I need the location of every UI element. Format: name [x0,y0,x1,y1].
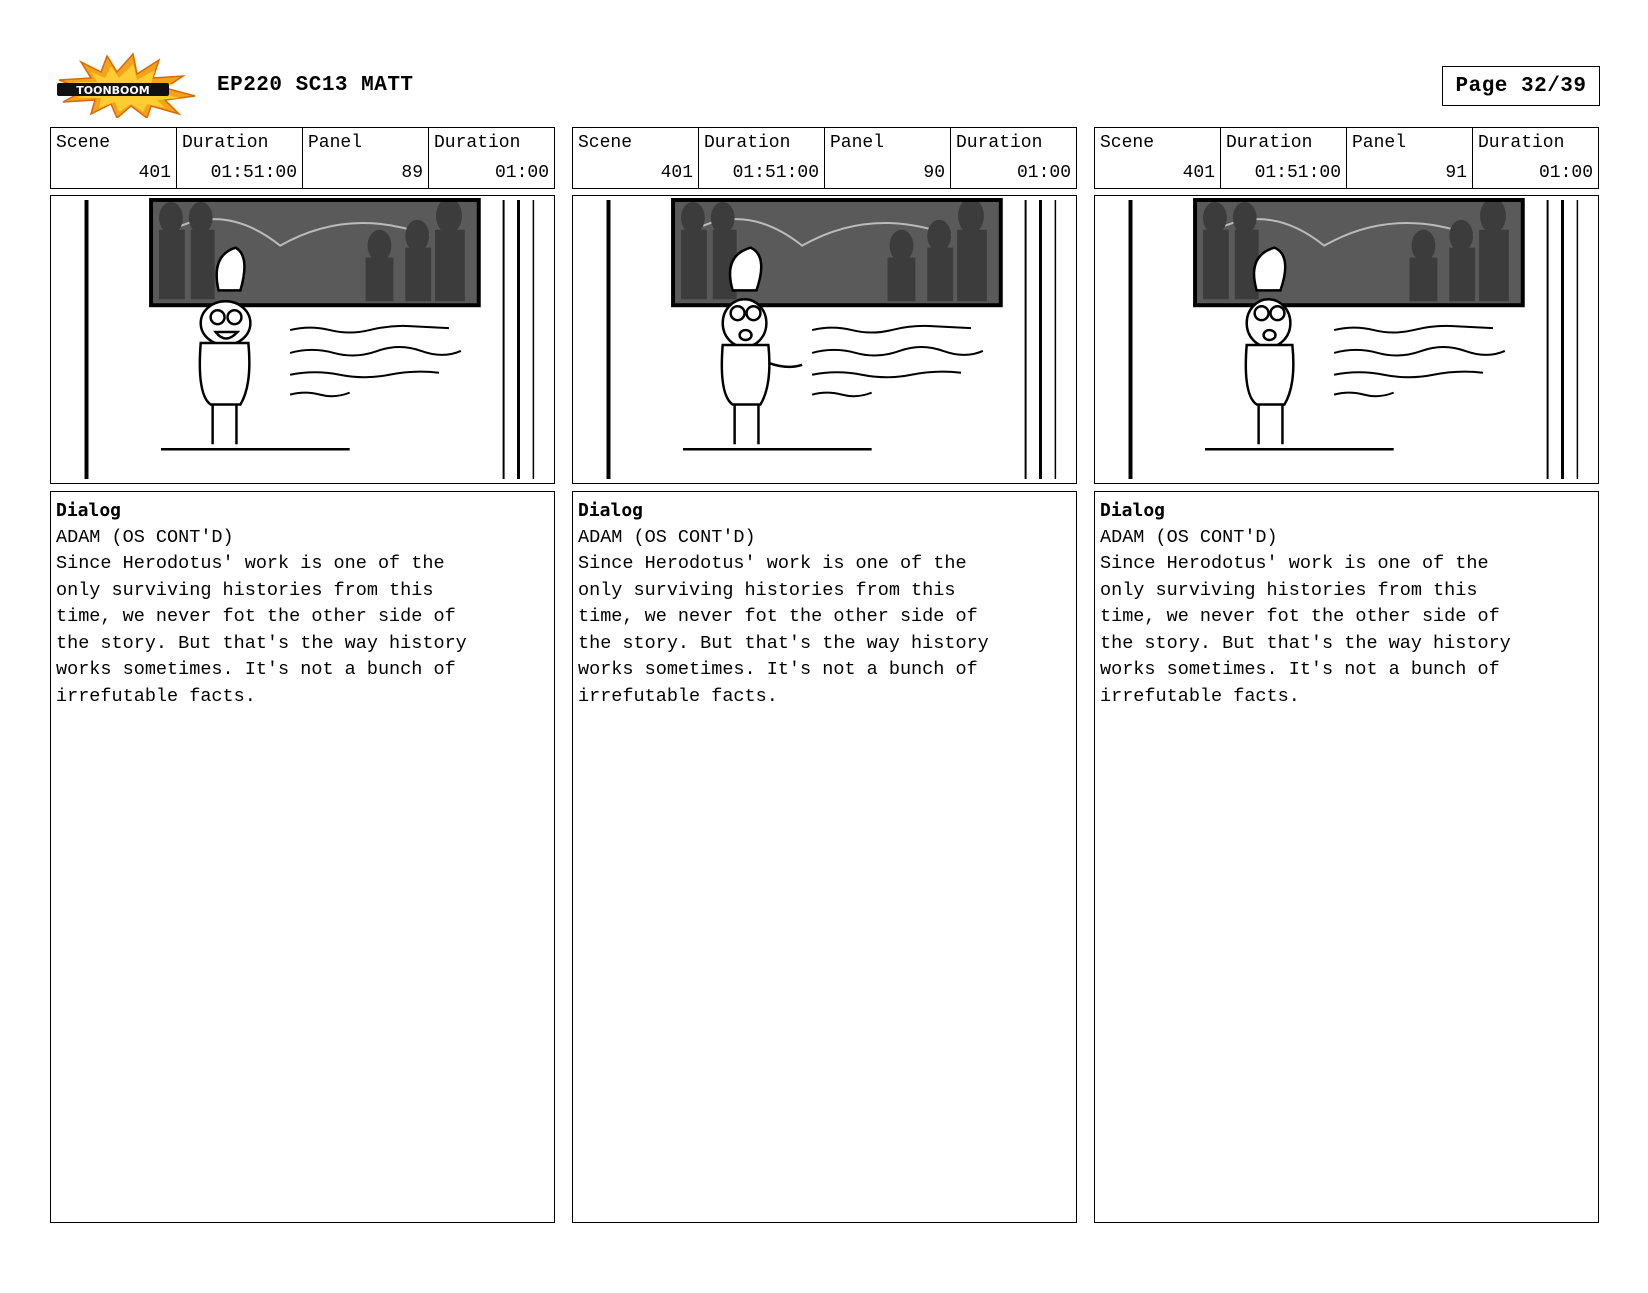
panel-value: 90 [923,163,945,183]
storyboard-sketch [573,196,1076,483]
dialog-box [1094,491,1599,1223]
storyboard-sketch [1095,196,1598,483]
scene-cell [1095,128,1221,188]
scene-label: Scene [578,133,633,153]
page-title: EP220 SC13 MATT [217,74,414,97]
panel-duration-cell [1473,128,1598,188]
panel-duration-cell [429,128,554,188]
panel-duration-value: 01:00 [1538,163,1593,183]
scene-duration-cell [177,128,303,188]
panel-duration-value: 01:00 [494,163,549,183]
storyboard-frame [50,195,555,484]
toonboom-logo [55,52,197,118]
page-number: Page 32/39 [1442,66,1600,106]
panel-column [50,127,555,1223]
dialog-box [572,491,1077,1223]
dialog-text: Since Herodotus' work is one of the only surviving histories from this time, we never fot the other side of the story. But that's the way history works sometimes. It's not a bunch of irrefutable facts. [578,553,989,707]
dialog-label: Dialog [1100,500,1166,521]
dialog-text: Since Herodotus' work is one of the only surviving histories from this time, we never fot the other side of the story. But that's the way history works sometimes. It's not a bunch of irrefutable facts. [56,553,467,707]
duration-label: Duration [434,133,521,153]
panel-value: 89 [401,163,423,183]
panel-info-table [1094,127,1599,189]
scene-duration-cell [1221,128,1347,188]
scene-value: 401 [138,163,171,183]
scene-cell [573,128,699,188]
duration-label: Duration [704,133,791,153]
storyboard-sketch [51,196,554,483]
scene-value: 401 [660,163,693,183]
duration-label: Duration [1226,133,1313,153]
panel-duration-cell [951,128,1076,188]
panel-label: Panel [1352,133,1407,153]
scene-label: Scene [56,133,111,153]
panel-cell [825,128,951,188]
panel-duration-value: 01:00 [1016,163,1071,183]
duration-label: Duration [956,133,1043,153]
panel-label: Panel [830,133,885,153]
scene-duration-cell [699,128,825,188]
duration-label: Duration [1478,133,1565,153]
scene-duration-value: 01:51:00 [210,163,297,183]
dialog-text: Since Herodotus' work is one of the only surviving histories from this time, we never fot the other side of the story. But that's the way history works sometimes. It's not a bunch of irrefutable facts. [1100,553,1511,707]
scene-duration-value: 01:51:00 [1254,163,1341,183]
dialog-box [50,491,555,1223]
dialog-label: Dialog [56,500,122,521]
panel-info-table [50,127,555,189]
panel-value: 91 [1445,163,1467,183]
scene-value: 401 [1182,163,1215,183]
panel-label: Panel [308,133,363,153]
panel-column [1094,127,1599,1223]
panel-column [572,127,1077,1223]
storyboard-frame [1094,195,1599,484]
panel-info-table [572,127,1077,189]
logo-text: TOONBOOM [76,84,150,97]
scene-duration-value: 01:51:00 [732,163,819,183]
scene-cell [51,128,177,188]
dialog-character: ADAM (OS CONT'D) [56,526,234,548]
storyboard-frame [572,195,1077,484]
panel-cell [1347,128,1473,188]
dialog-character: ADAM (OS CONT'D) [578,526,756,548]
dialog-character: ADAM (OS CONT'D) [1100,526,1278,548]
scene-label: Scene [1100,133,1155,153]
duration-label: Duration [182,133,269,153]
panel-cell [303,128,429,188]
dialog-label: Dialog [578,500,644,521]
